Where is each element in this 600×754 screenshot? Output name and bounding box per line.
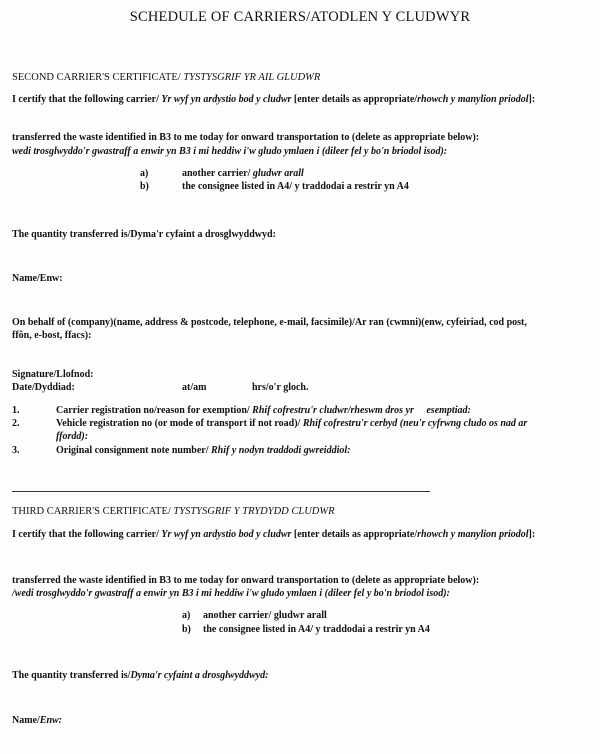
note2-cy: Rhif cofrestru'r cerbyd (neu'r cyfrwng cludo os nad ar [302, 418, 528, 429]
note1-en: Carrier registration no/reason for exemption/ [56, 405, 250, 416]
note1-cy: Rhif cofrestru'r cludwr/rheswm dros yr esemptiad: [252, 405, 471, 416]
name-cy: Enw: [39, 715, 63, 726]
option-a-en: another carrier/ [182, 168, 251, 179]
certify-note: [enter details as appropriate/ [293, 529, 418, 540]
second-name-label: Name/Enw: [12, 273, 63, 284]
certify-cy: Yr wyf yn ardystio bod y cludwr [161, 529, 292, 540]
heading-cy: TYSTYSGRIF Y TRYDYDD CLUDWR [173, 506, 335, 517]
third-carrier-heading [12, 506, 335, 517]
third-transferred-cy: /wedi trosglwyddo'r gwastraff a enwir yn B3 i mi heddiw i'w gludo ymlaen i (dileer fel y bo'n briodol isod): [12, 588, 450, 599]
certify-end: ]: [528, 94, 536, 105]
certify-note: [enter details as appropriate/ [293, 94, 418, 105]
second-date-label: Date/Dyddiad: [12, 382, 75, 393]
option-a-cy: gludwr arall [252, 168, 304, 179]
section-divider [12, 491, 430, 492]
third-option-a: another carrier/ gludwr arall [203, 610, 327, 621]
heading-en: SECOND CARRIER'S CERTIFICATE/ [12, 72, 181, 83]
quantity-en: The quantity transferred is/ [12, 670, 131, 681]
second-transferred-en: transferred the waste identified in B3 to me today for onward transportation to (delete as appropriate below): [12, 132, 480, 143]
certify-en: I certify that the following carrier/ [12, 529, 159, 540]
second-quantity-label: The quantity transferred is/Dyma'r cyfaint a drosglwyddwyd: [12, 229, 276, 240]
second-hrs-label: hrs/o'r gloch. [252, 382, 309, 393]
document-title: SCHEDULE OF CARRIERS/ATODLEN Y CLUDWYR [129, 9, 471, 25]
second-note2-cont: ffordd): [56, 431, 89, 442]
second-note2-num: 2. [12, 418, 20, 429]
second-signature-label: Signature/Llofnod: [12, 369, 94, 380]
name-en: Name/ [12, 715, 40, 726]
second-note3 [56, 445, 350, 456]
certify-note-cy: rhowch y manylion priodol [417, 94, 529, 105]
second-behalf-line2: ffôn, e-bost, ffacs): [12, 330, 92, 341]
quantity-cy: Dyma'r cyfaint a drosglwyddwyd: [130, 670, 269, 681]
third-transferred-en: transferred the waste identified in B3 to me today for onward transportation to (delete as appropriate below): [12, 575, 480, 586]
note2-en: Vehicle registration no (or mode of transport if not road)/ [56, 418, 301, 429]
heading-cy: TYSTYSGRIF YR AIL GLUDWR [183, 72, 321, 83]
second-note3-num: 3. [12, 445, 20, 456]
second-note1-num: 1. [12, 405, 20, 416]
second-option-a-mark: a) [140, 168, 149, 179]
third-quantity-label [12, 670, 268, 681]
certify-end: ]: [528, 529, 536, 540]
second-behalf-line1: On behalf of (company)(name, address & postcode, telephone, e-mail, facsimile)/Ar ran (cwmni)(enw, cyfeiriad, cod post, [12, 317, 527, 328]
certify-note-cy: rhowch y manylion priodol [417, 529, 529, 540]
second-at-label: at/am [182, 382, 207, 393]
second-carrier-heading [12, 72, 320, 83]
second-option-a [182, 168, 304, 179]
note3-cy: Rhif y nodyn traddodi gwreiddiol: [211, 445, 351, 456]
second-note1 [56, 405, 471, 416]
third-option-b: the consignee listed in A4/ y traddodai a restrir yn A4 [203, 624, 430, 635]
note3-en: Original consignment note number/ [56, 445, 209, 456]
third-name-label [12, 715, 62, 726]
second-note2 [56, 418, 527, 429]
second-transferred-cy: wedi trosglwyddo'r gwastraff a enwir yn B3 i mi heddiw i'w gludo ymlaen i (dileer fel y bo'n briodol isod): [12, 146, 448, 157]
third-certify-line [12, 529, 535, 540]
second-option-b-mark: b) [140, 181, 149, 192]
third-option-a-mark: a) [182, 610, 191, 621]
second-option-b: the consignee listed in A4/ y traddodai a restrir yn A4 [182, 181, 409, 192]
second-certify-line [12, 94, 535, 105]
certify-en: I certify that the following carrier/ [12, 94, 159, 105]
third-option-b-mark: b) [182, 624, 191, 635]
certify-cy: Yr wyf yn ardystio bod y cludwr [161, 94, 292, 105]
heading-en: THIRD CARRIER'S CERTIFICATE/ [12, 506, 171, 517]
